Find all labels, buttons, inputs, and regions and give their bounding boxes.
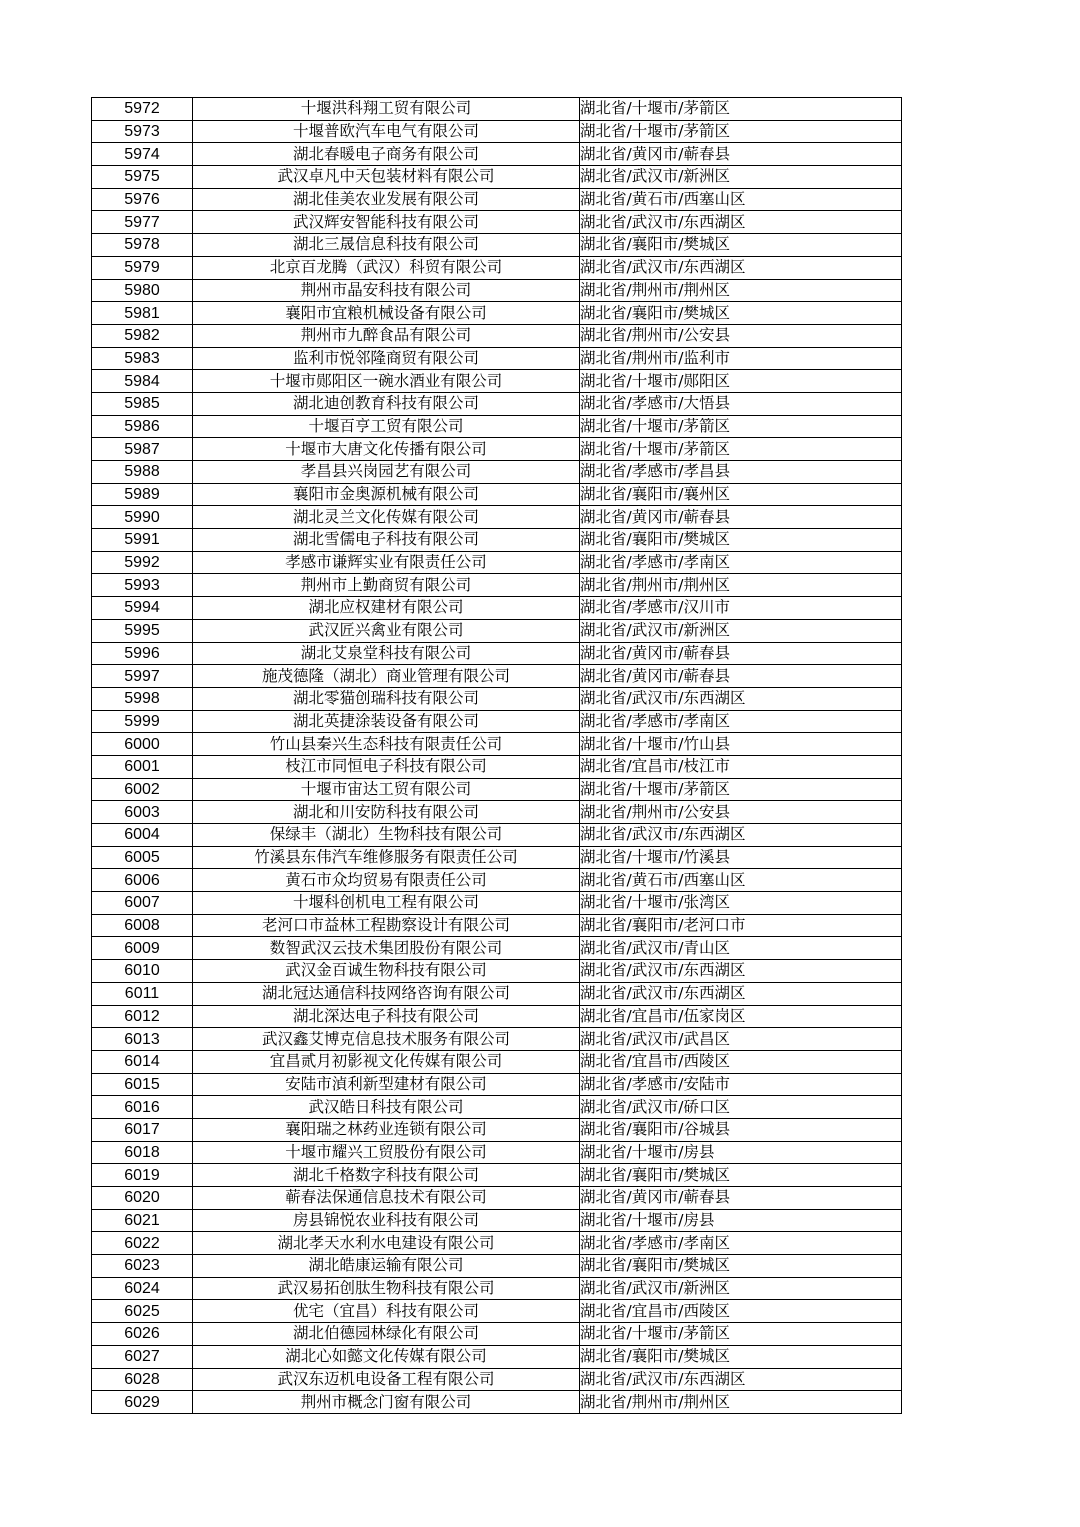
table-row <box>92 1345 902 1368</box>
company-name-cell: 数智武汉云技术集团股份有限公司 <box>193 937 580 960</box>
row-number-cell: 6023 <box>92 1255 193 1278</box>
row-number-cell: 5985 <box>92 392 193 415</box>
region-cell: 湖北省/黄石市/西塞山区 <box>580 188 902 211</box>
region-cell: 湖北省/襄阳市/樊城区 <box>580 1345 902 1368</box>
company-name-cell: 孝昌县兴岗园艺有限公司 <box>193 461 580 484</box>
region-cell: 湖北省/武汉市/东西湖区 <box>580 687 902 710</box>
region-cell: 湖北省/武汉市/新洲区 <box>580 1277 902 1300</box>
company-name-cell: 襄阳市金奥源机械有限公司 <box>193 483 580 506</box>
table-row <box>92 755 902 778</box>
region-cell: 湖北省/孝感市/孝南区 <box>580 1232 902 1255</box>
company-name-cell: 湖北佳美农业发展有限公司 <box>193 188 580 211</box>
table-row <box>92 1391 902 1414</box>
region-cell: 湖北省/孝感市/孝南区 <box>580 551 902 574</box>
company-name-cell: 武汉辉安智能科技有限公司 <box>193 211 580 234</box>
company-name-cell: 武汉鑫艾博克信息技术服务有限公司 <box>193 1028 580 1051</box>
company-name-cell: 武汉匠兴禽业有限公司 <box>193 619 580 642</box>
row-number-cell: 5992 <box>92 551 193 574</box>
company-name-cell: 荆州市概念门窗有限公司 <box>193 1391 580 1414</box>
company-name-cell: 武汉东迈机电设备工程有限公司 <box>193 1368 580 1391</box>
region-cell: 湖北省/宜昌市/西陵区 <box>580 1300 902 1323</box>
row-number-cell: 5995 <box>92 619 193 642</box>
company-name-cell: 湖北雪儒电子科技有限公司 <box>193 529 580 552</box>
company-name-cell: 黄石市众均贸易有限责任公司 <box>193 869 580 892</box>
table-row <box>92 1232 902 1255</box>
region-cell: 湖北省/武汉市/东西湖区 <box>580 982 902 1005</box>
row-number-cell: 5983 <box>92 347 193 370</box>
table-row <box>92 211 902 234</box>
company-name-cell: 襄阳市宜粮机械设备有限公司 <box>193 302 580 325</box>
region-cell: 湖北省/孝感市/大悟县 <box>580 392 902 415</box>
row-number-cell: 5978 <box>92 234 193 257</box>
row-number-cell: 5974 <box>92 143 193 166</box>
region-cell: 湖北省/黄冈市/蕲春县 <box>580 642 902 665</box>
table-row <box>92 529 902 552</box>
row-number-cell: 5996 <box>92 642 193 665</box>
table-row <box>92 1050 902 1073</box>
region-cell: 湖北省/荆州市/荆州区 <box>580 1391 902 1414</box>
company-name-cell: 襄阳瑞之林药业连锁有限公司 <box>193 1118 580 1141</box>
region-cell: 湖北省/十堰市/茅箭区 <box>580 120 902 143</box>
company-name-cell: 十堰洪科翔工贸有限公司 <box>193 98 580 121</box>
row-number-cell: 5973 <box>92 120 193 143</box>
row-number-cell: 6002 <box>92 778 193 801</box>
table-row <box>92 98 902 121</box>
region-cell: 湖北省/十堰市/竹山县 <box>580 733 902 756</box>
table-row <box>92 551 902 574</box>
row-number-cell: 6003 <box>92 801 193 824</box>
company-list-body <box>92 98 902 1414</box>
company-name-cell: 湖北千格数字科技有限公司 <box>193 1164 580 1187</box>
table-row <box>92 1118 902 1141</box>
region-cell: 湖北省/黄冈市/蕲春县 <box>580 143 902 166</box>
table-row <box>92 733 902 756</box>
region-cell: 湖北省/宜昌市/西陵区 <box>580 1050 902 1073</box>
company-name-cell: 湖北春暖电子商务有限公司 <box>193 143 580 166</box>
table-row <box>92 461 902 484</box>
company-name-cell: 湖北零猫创瑞科技有限公司 <box>193 687 580 710</box>
company-name-cell: 湖北三晟信息科技有限公司 <box>193 234 580 257</box>
company-name-cell: 武汉皓日科技有限公司 <box>193 1096 580 1119</box>
table-row <box>92 1028 902 1051</box>
company-name-cell: 十堰市耀兴工贸股份有限公司 <box>193 1141 580 1164</box>
table-row <box>92 960 902 983</box>
company-name-cell: 荆州市晶安科技有限公司 <box>193 279 580 302</box>
company-name-cell: 十堰市大唐文化传播有限公司 <box>193 438 580 461</box>
row-number-cell: 6022 <box>92 1232 193 1255</box>
table-row <box>92 1005 902 1028</box>
region-cell: 湖北省/武汉市/东西湖区 <box>580 211 902 234</box>
row-number-cell: 5999 <box>92 710 193 733</box>
company-name-cell: 武汉易拓创肽生物科技有限公司 <box>193 1277 580 1300</box>
table-row <box>92 279 902 302</box>
row-number-cell: 6007 <box>92 892 193 915</box>
region-cell: 湖北省/荆州市/监利市 <box>580 347 902 370</box>
table-row <box>92 914 902 937</box>
row-number-cell: 6008 <box>92 914 193 937</box>
row-number-cell: 5976 <box>92 188 193 211</box>
row-number-cell: 5982 <box>92 324 193 347</box>
table-row <box>92 166 902 189</box>
table-row <box>92 1187 902 1210</box>
region-cell: 湖北省/十堰市/茅箭区 <box>580 98 902 121</box>
row-number-cell: 6016 <box>92 1096 193 1119</box>
row-number-cell: 6027 <box>92 1345 193 1368</box>
region-cell: 湖北省/襄阳市/樊城区 <box>580 234 902 257</box>
table-row <box>92 1164 902 1187</box>
row-number-cell: 6012 <box>92 1005 193 1028</box>
table-row <box>92 665 902 688</box>
row-number-cell: 6013 <box>92 1028 193 1051</box>
row-number-cell: 5990 <box>92 506 193 529</box>
table-row <box>92 143 902 166</box>
table-row <box>92 642 902 665</box>
company-name-cell: 十堰科创机电工程有限公司 <box>193 892 580 915</box>
company-name-cell: 监利市悦邻隆商贸有限公司 <box>193 347 580 370</box>
company-name-cell: 十堰市宙达工贸有限公司 <box>193 778 580 801</box>
company-name-cell: 湖北深达电子科技有限公司 <box>193 1005 580 1028</box>
company-list-table <box>91 97 902 1414</box>
table-row <box>92 687 902 710</box>
row-number-cell: 5972 <box>92 98 193 121</box>
row-number-cell: 6006 <box>92 869 193 892</box>
row-number-cell: 6010 <box>92 960 193 983</box>
company-name-cell: 湖北迪创教育科技有限公司 <box>193 392 580 415</box>
row-number-cell: 5986 <box>92 415 193 438</box>
row-number-cell: 6014 <box>92 1050 193 1073</box>
region-cell: 湖北省/襄阳市/樊城区 <box>580 1255 902 1278</box>
row-number-cell: 6021 <box>92 1209 193 1232</box>
company-name-cell: 十堰百亨工贸有限公司 <box>193 415 580 438</box>
row-number-cell: 5988 <box>92 461 193 484</box>
company-name-cell: 荆州市九醉食品有限公司 <box>193 324 580 347</box>
region-cell: 湖北省/黄冈市/蕲春县 <box>580 665 902 688</box>
region-cell: 湖北省/孝感市/汉川市 <box>580 597 902 620</box>
company-name-cell: 竹溪县东伟汽车维修服务有限责任公司 <box>193 846 580 869</box>
company-name-cell: 湖北伯德园林绿化有限公司 <box>193 1323 580 1346</box>
region-cell: 湖北省/武汉市/东西湖区 <box>580 960 902 983</box>
table-row <box>92 846 902 869</box>
table-row <box>92 1323 902 1346</box>
row-number-cell: 5987 <box>92 438 193 461</box>
table-row <box>92 392 902 415</box>
table-row <box>92 1368 902 1391</box>
region-cell: 湖北省/武汉市/东西湖区 <box>580 824 902 847</box>
company-name-cell: 安陆市湞利新型建材有限公司 <box>193 1073 580 1096</box>
region-cell: 湖北省/襄阳市/樊城区 <box>580 1164 902 1187</box>
table-row <box>92 574 902 597</box>
row-number-cell: 6009 <box>92 937 193 960</box>
table-row <box>92 801 902 824</box>
region-cell: 湖北省/十堰市/茅箭区 <box>580 438 902 461</box>
table-row <box>92 1096 902 1119</box>
company-name-cell: 武汉金百诚生物科技有限公司 <box>193 960 580 983</box>
company-name-cell: 湖北和川安防科技有限公司 <box>193 801 580 824</box>
table-row <box>92 370 902 393</box>
table-row <box>92 1277 902 1300</box>
company-name-cell: 北京百龙腾（武汉）科贸有限公司 <box>193 256 580 279</box>
row-number-cell: 5989 <box>92 483 193 506</box>
region-cell: 湖北省/武汉市/武昌区 <box>580 1028 902 1051</box>
region-cell: 湖北省/十堰市/房县 <box>580 1141 902 1164</box>
region-cell: 湖北省/十堰市/张湾区 <box>580 892 902 915</box>
row-number-cell: 6004 <box>92 824 193 847</box>
region-cell: 湖北省/宜昌市/枝江市 <box>580 755 902 778</box>
company-name-cell: 武汉卓凡中天包装材料有限公司 <box>193 166 580 189</box>
row-number-cell: 6001 <box>92 755 193 778</box>
table-row <box>92 438 902 461</box>
region-cell: 湖北省/武汉市/东西湖区 <box>580 256 902 279</box>
region-cell: 湖北省/武汉市/新洲区 <box>580 166 902 189</box>
company-name-cell: 湖北灵兰文化传媒有限公司 <box>193 506 580 529</box>
company-name-cell: 保绿丰（湖北）生物科技有限公司 <box>193 824 580 847</box>
table-row <box>92 619 902 642</box>
row-number-cell: 6028 <box>92 1368 193 1391</box>
table-row <box>92 892 902 915</box>
region-cell: 湖北省/十堰市/郧阳区 <box>580 370 902 393</box>
company-name-cell: 湖北心如懿文化传媒有限公司 <box>193 1345 580 1368</box>
table-row <box>92 824 902 847</box>
region-cell: 湖北省/武汉市/新洲区 <box>580 619 902 642</box>
table-row <box>92 597 902 620</box>
row-number-cell: 5993 <box>92 574 193 597</box>
row-number-cell: 6015 <box>92 1073 193 1096</box>
row-number-cell: 5984 <box>92 370 193 393</box>
company-name-cell: 十堰普欧汽车电气有限公司 <box>193 120 580 143</box>
row-number-cell: 6026 <box>92 1323 193 1346</box>
table-row <box>92 1255 902 1278</box>
company-name-cell: 湖北英捷涂装设备有限公司 <box>193 710 580 733</box>
company-name-cell: 湖北皓康运输有限公司 <box>193 1255 580 1278</box>
row-number-cell: 6029 <box>92 1391 193 1414</box>
table-row <box>92 120 902 143</box>
region-cell: 湖北省/十堰市/茅箭区 <box>580 415 902 438</box>
row-number-cell: 5979 <box>92 256 193 279</box>
row-number-cell: 5977 <box>92 211 193 234</box>
row-number-cell: 6024 <box>92 1277 193 1300</box>
region-cell: 湖北省/十堰市/茅箭区 <box>580 778 902 801</box>
table-row <box>92 1073 902 1096</box>
region-cell: 湖北省/襄阳市/襄州区 <box>580 483 902 506</box>
table-row <box>92 937 902 960</box>
company-name-cell: 蕲春法保通信息技术有限公司 <box>193 1187 580 1210</box>
row-number-cell: 5991 <box>92 529 193 552</box>
region-cell: 湖北省/十堰市/茅箭区 <box>580 1323 902 1346</box>
region-cell: 湖北省/十堰市/房县 <box>580 1209 902 1232</box>
row-number-cell: 6011 <box>92 982 193 1005</box>
table-row <box>92 188 902 211</box>
row-number-cell: 5994 <box>92 597 193 620</box>
row-number-cell: 5980 <box>92 279 193 302</box>
row-number-cell: 6005 <box>92 846 193 869</box>
table-row <box>92 302 902 325</box>
region-cell: 湖北省/武汉市/东西湖区 <box>580 1368 902 1391</box>
table-row <box>92 1300 902 1323</box>
table-row <box>92 256 902 279</box>
table-row <box>92 869 902 892</box>
region-cell: 湖北省/武汉市/青山区 <box>580 937 902 960</box>
company-name-cell: 枝江市同恒电子科技有限公司 <box>193 755 580 778</box>
table-row <box>92 982 902 1005</box>
row-number-cell: 5998 <box>92 687 193 710</box>
row-number-cell: 5981 <box>92 302 193 325</box>
table-row <box>92 710 902 733</box>
region-cell: 湖北省/孝感市/孝昌县 <box>580 461 902 484</box>
region-cell: 湖北省/黄冈市/蕲春县 <box>580 1187 902 1210</box>
row-number-cell: 6025 <box>92 1300 193 1323</box>
row-number-cell: 5975 <box>92 166 193 189</box>
row-number-cell: 6020 <box>92 1187 193 1210</box>
row-number-cell: 5997 <box>92 665 193 688</box>
company-name-cell: 优宅（宜昌）科技有限公司 <box>193 1300 580 1323</box>
company-name-cell: 湖北孝天水利水电建设有限公司 <box>193 1232 580 1255</box>
region-cell: 湖北省/宜昌市/伍家岗区 <box>580 1005 902 1028</box>
company-name-cell: 宜昌贰月初影视文化传媒有限公司 <box>193 1050 580 1073</box>
table-row <box>92 1209 902 1232</box>
company-name-cell: 湖北应权建材有限公司 <box>193 597 580 620</box>
row-number-cell: 6018 <box>92 1141 193 1164</box>
table-row <box>92 778 902 801</box>
company-name-cell: 老河口市益林工程勘察设计有限公司 <box>193 914 580 937</box>
company-name-cell: 湖北艾泉堂科技有限公司 <box>193 642 580 665</box>
row-number-cell: 6019 <box>92 1164 193 1187</box>
region-cell: 湖北省/武汉市/硚口区 <box>580 1096 902 1119</box>
row-number-cell: 6017 <box>92 1118 193 1141</box>
region-cell: 湖北省/荆州市/荆州区 <box>580 574 902 597</box>
company-name-cell: 施茂德隆（湖北）商业管理有限公司 <box>193 665 580 688</box>
company-name-cell: 房县锦悦农业科技有限公司 <box>193 1209 580 1232</box>
table-row <box>92 506 902 529</box>
region-cell: 湖北省/孝感市/孝南区 <box>580 710 902 733</box>
region-cell: 湖北省/荆州市/公安县 <box>580 324 902 347</box>
row-number-cell: 6000 <box>92 733 193 756</box>
region-cell: 湖北省/襄阳市/樊城区 <box>580 529 902 552</box>
region-cell: 湖北省/襄阳市/老河口市 <box>580 914 902 937</box>
region-cell: 湖北省/襄阳市/谷城县 <box>580 1118 902 1141</box>
table-row <box>92 415 902 438</box>
table-row <box>92 347 902 370</box>
company-name-cell: 湖北冠达通信科技网络咨询有限公司 <box>193 982 580 1005</box>
region-cell: 湖北省/荆州市/公安县 <box>580 801 902 824</box>
region-cell: 湖北省/襄阳市/樊城区 <box>580 302 902 325</box>
table-row <box>92 483 902 506</box>
region-cell: 湖北省/黄石市/西塞山区 <box>580 869 902 892</box>
region-cell: 湖北省/荆州市/荆州区 <box>580 279 902 302</box>
company-name-cell: 孝感市谦辉实业有限责任公司 <box>193 551 580 574</box>
region-cell: 湖北省/孝感市/安陆市 <box>580 1073 902 1096</box>
company-name-cell: 荆州市上勤商贸有限公司 <box>193 574 580 597</box>
table-row <box>92 1141 902 1164</box>
table-row <box>92 324 902 347</box>
company-name-cell: 十堰市郧阳区一碗水酒业有限公司 <box>193 370 580 393</box>
company-name-cell: 竹山县秦兴生态科技有限责任公司 <box>193 733 580 756</box>
region-cell: 湖北省/十堰市/竹溪县 <box>580 846 902 869</box>
region-cell: 湖北省/黄冈市/蕲春县 <box>580 506 902 529</box>
table-row <box>92 234 902 257</box>
